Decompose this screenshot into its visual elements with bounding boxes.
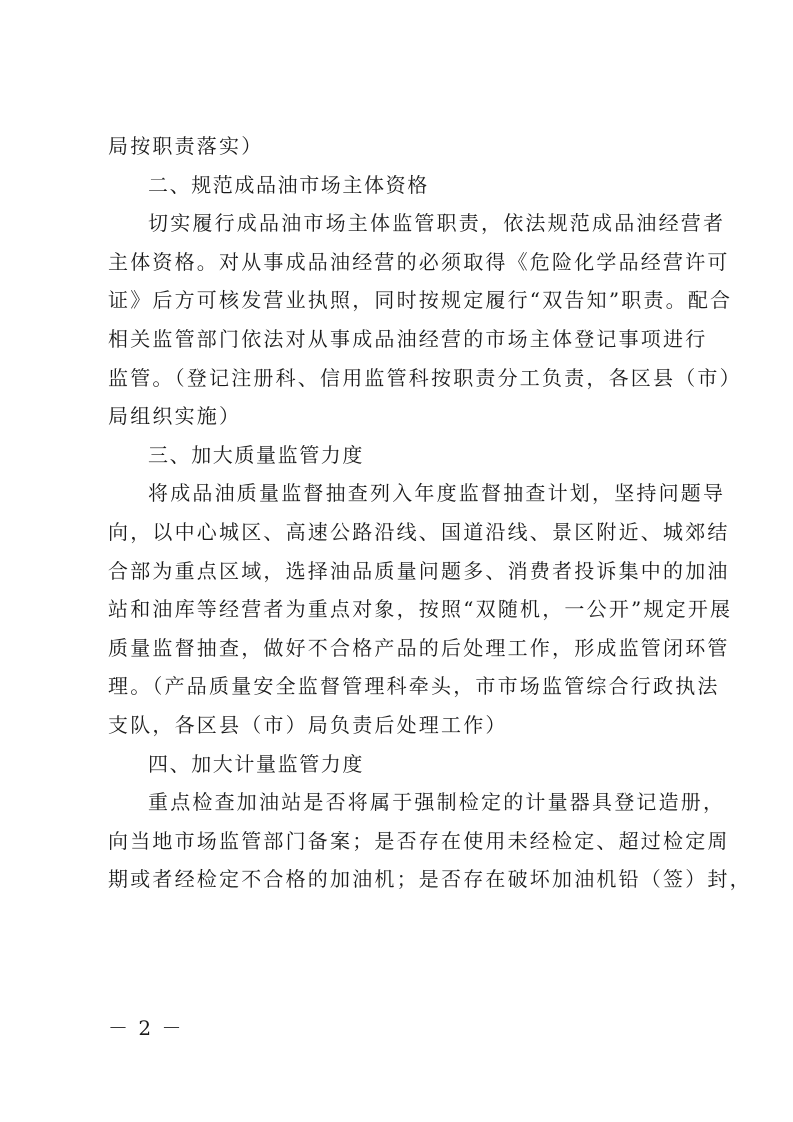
paragraph-line: 向当地市场监管部门备案；是否存在使用未经检定、超过检定周 <box>108 829 730 853</box>
paragraph-line: 局按职责落实） <box>108 134 264 158</box>
paragraph-line: 期或者经检定不合格的加油机；是否存在破坏加油机铅（签）封， <box>108 867 752 891</box>
paragraph-line: 理。（产品质量安全监督管理科牵头，市市场监管综合行政执法 <box>108 674 720 698</box>
section-heading: 四、加大计量监管力度 <box>148 752 364 776</box>
paragraph-line: 监管。（登记注册科、信用监管科按职责分工负责，各区县（市） <box>108 366 742 390</box>
paragraph-line: 站和油库等经营者为重点对象，按照“双随机，一公开”规定开展 <box>108 597 733 621</box>
paragraph-line: 将成品油质量监督抽查列入年度监督抽查计划，坚持问题导 <box>148 481 726 505</box>
paragraph-line: 切实履行成品油市场主体监管职责，依法规范成品油经营者 <box>148 211 726 235</box>
paragraph-line: 主体资格。对从事成品油经营的必须取得《危险化学品经营许可 <box>108 250 730 274</box>
paragraph-line: 向，以中心城区、高速公路沿线、国道沿线、景区附近、城郊结 <box>108 520 730 544</box>
paragraph-line: 相关监管部门依法对从事成品油经营的市场主体登记事项进行 <box>108 327 708 351</box>
section-heading: 三、加大质量监管力度 <box>148 443 364 467</box>
paragraph-line: 局组织实施） <box>108 404 242 428</box>
section-heading: 二、规范成品油市场主体资格 <box>148 173 429 197</box>
page-number: － 2 － <box>108 1016 184 1040</box>
paragraph-line: 质量监督抽查，做好不合格产品的后处理工作，形成监管闭环管 <box>108 636 730 660</box>
paragraph-line: 支队，各区县（市）局负责后处理工作） <box>108 713 508 737</box>
paragraph-line: 重点检查加油站是否将属于强制检定的计量器具登记造册， <box>148 790 726 814</box>
paragraph-line: 合部为重点区域，选择油品质量问题多、消费者投诉集中的加油 <box>108 559 730 583</box>
paragraph-line: 证》后方可核发营业执照，同时按规定履行“双告知”职责。配合 <box>108 288 733 312</box>
